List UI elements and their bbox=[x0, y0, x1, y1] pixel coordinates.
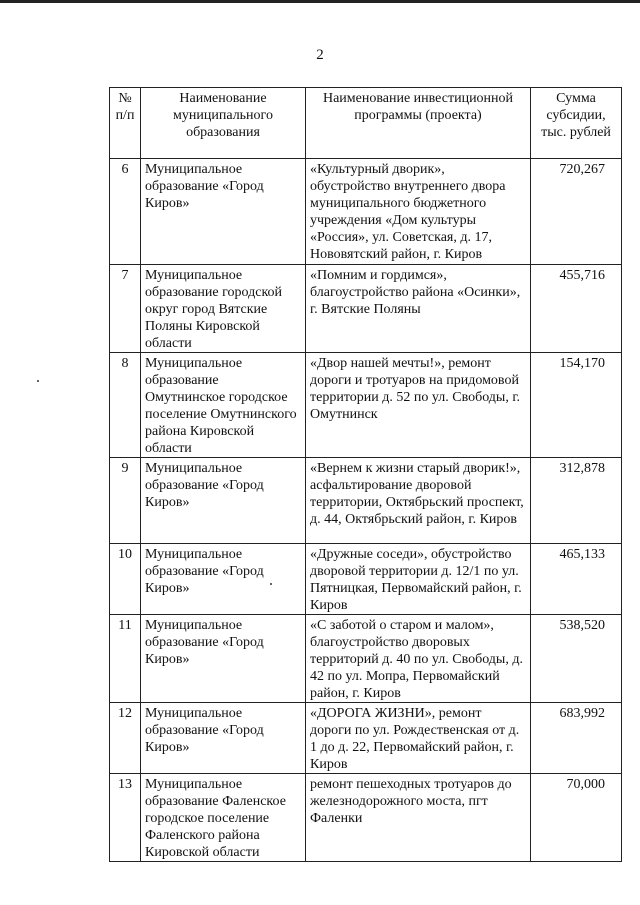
page-number: 2 bbox=[316, 47, 324, 63]
row-sum: 538,520 bbox=[531, 615, 622, 703]
row-program: «Культурный дворик», обустройство внутреннего двора муниципального бюджетного учреждения «Дом культуры «Россия», ул. Советская, д. 17, Нововятский район, г. Киров bbox=[306, 159, 531, 265]
table-row bbox=[110, 458, 622, 544]
row-sum: 455,716 bbox=[531, 265, 622, 353]
row-num: 13 bbox=[110, 774, 141, 862]
row-sum: 312,878 bbox=[531, 458, 622, 544]
row-municipality: Муниципальное образование Омутнинское городское поселение Омутнинского района Кировской области bbox=[141, 353, 306, 458]
header-sum: Сумма субсидии, тыс. рублей bbox=[531, 88, 622, 159]
row-sum: 154,170 bbox=[531, 353, 622, 458]
row-num: 7 bbox=[110, 265, 141, 353]
table-row bbox=[110, 265, 622, 353]
row-program: «ДОРОГА ЖИЗНИ», ремонт дороги по ул. Рождественская от д. 1 до д. 22, Первомайский район, г. Киров bbox=[306, 703, 531, 774]
row-municipality: Муниципальное образование «Город Киров» bbox=[141, 544, 306, 615]
table-header-row bbox=[110, 88, 622, 159]
subsidy-table bbox=[109, 87, 622, 862]
header-num: № п/п bbox=[110, 88, 141, 159]
row-sum: 70,000 bbox=[531, 774, 622, 862]
row-municipality: Муниципальное образование «Город Киров» bbox=[141, 159, 306, 265]
row-program: «С заботой о старом и малом», благоустройство дворовых территорий д. 40 по ул. Свободы, д. 42 по ул. Мопра, Первомайский район, г. Киров bbox=[306, 615, 531, 703]
header-municipality: Наименование муниципального образования bbox=[141, 88, 306, 159]
table-row bbox=[110, 703, 622, 774]
header-program: Наименование инвестиционной программы (проекта) bbox=[306, 88, 531, 159]
row-sum: 683,992 bbox=[531, 703, 622, 774]
row-num: 9 bbox=[110, 458, 141, 544]
table-row bbox=[110, 159, 622, 265]
table-row bbox=[110, 353, 622, 458]
row-num: 6 bbox=[110, 159, 141, 265]
table-row bbox=[110, 544, 622, 615]
scan-speck bbox=[37, 380, 39, 382]
scan-speck bbox=[270, 583, 272, 585]
table-row bbox=[110, 774, 622, 862]
table-row bbox=[110, 615, 622, 703]
row-program: «Помним и гордимся», благоустройство района «Осинки», г. Вятские Поляны bbox=[306, 265, 531, 353]
row-program: «Дружные соседи», обустройство дворовой территории д. 12/1 по ул. Пятницкая, Первомайский район, г. Киров bbox=[306, 544, 531, 615]
table-body bbox=[110, 159, 622, 862]
top-border-line bbox=[0, 0, 640, 3]
row-municipality: Муниципальное образование Фаленское городское поселение Фаленского района Кировской области bbox=[141, 774, 306, 862]
row-num: 12 bbox=[110, 703, 141, 774]
row-program: «Вернем к жизни старый дворик!», асфальтирование дворовой территории, Октябрьский проспект, д. 44, Октябрьский район, г. Киров bbox=[306, 458, 531, 544]
row-program: «Двор нашей мечты!», ремонт дороги и тротуаров на придомовой территории д. 52 по ул. Свободы, г. Омутнинск bbox=[306, 353, 531, 458]
row-num: 10 bbox=[110, 544, 141, 615]
row-sum: 720,267 bbox=[531, 159, 622, 265]
table-header bbox=[110, 88, 622, 159]
row-num: 11 bbox=[110, 615, 141, 703]
row-municipality: Муниципальное образование городской округ город Вятские Поляны Кировской области bbox=[141, 265, 306, 353]
row-num: 8 bbox=[110, 353, 141, 458]
row-municipality: Муниципальное образование «Город Киров» bbox=[141, 703, 306, 774]
row-sum: 465,133 bbox=[531, 544, 622, 615]
row-program: ремонт пешеходных тротуаров до железнодорожного моста, пгт Фаленки bbox=[306, 774, 531, 862]
row-municipality: Муниципальное образование «Город Киров» bbox=[141, 615, 306, 703]
row-municipality: Муниципальное образование «Город Киров» bbox=[141, 458, 306, 544]
